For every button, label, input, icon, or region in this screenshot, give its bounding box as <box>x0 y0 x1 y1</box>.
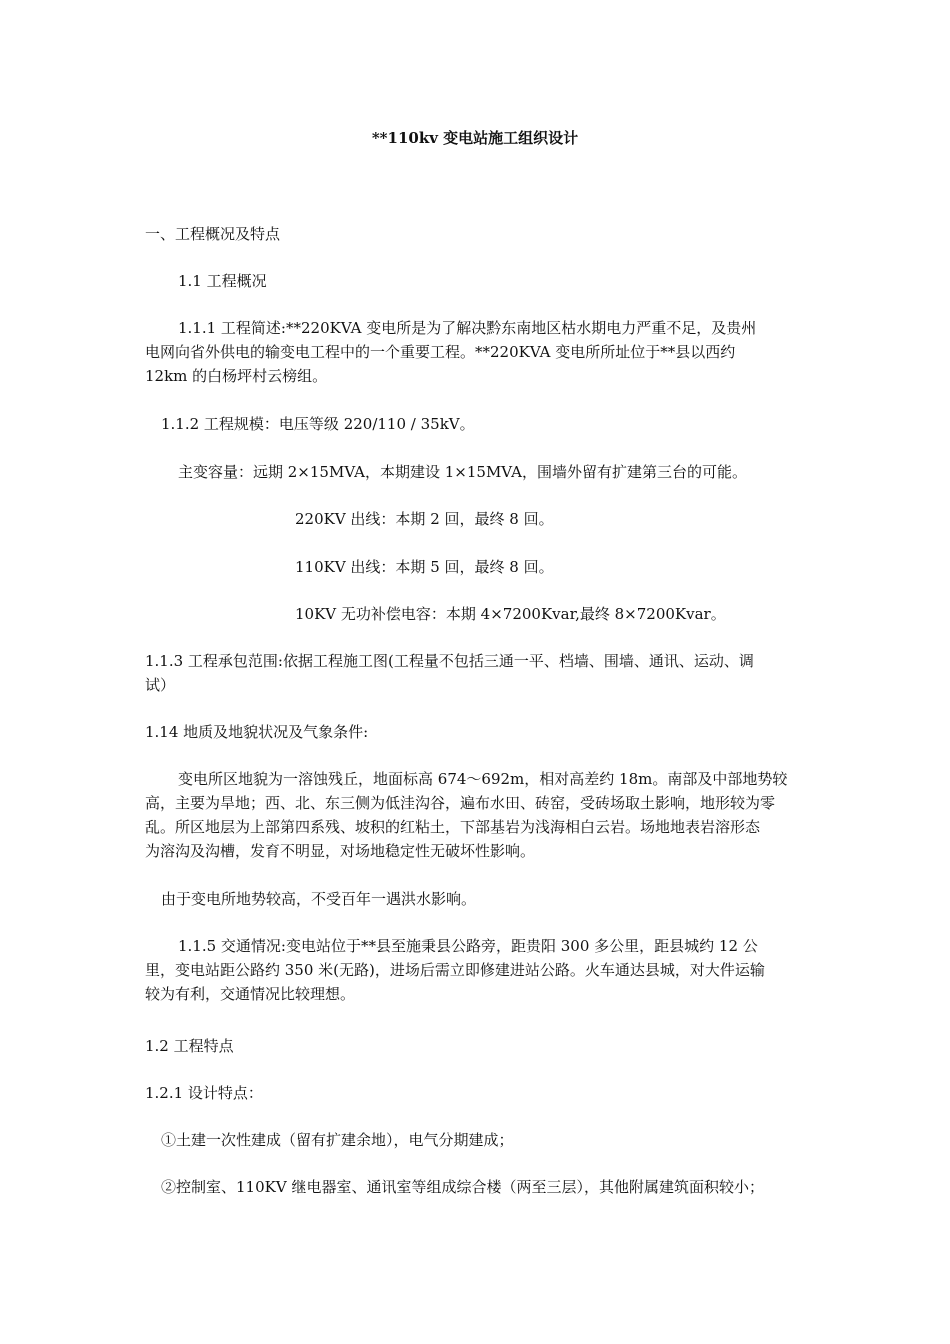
paragraph-flood: 由于变电所地势较高，不受百年一遇洪水影响。 <box>161 890 477 908</box>
paragraph-10kv-capacitor: 10KV 无功补偿电容：本期 4×7200Kvar,最终 8×7200Kvar。 <box>295 605 726 623</box>
paragraph-line: 乱。所区地层为上部第四系残、坡积的红粘土，下部基岩为浅海相白云岩。场地地表岩溶形态 <box>145 818 761 836</box>
subheading-1-2: 1.2 工程特点 <box>145 1037 234 1055</box>
paragraph-main-transformer: 主变容量：远期 2×15MVA，本期建设 1×15MVA，围墙外留有扩建第三台的可能。 <box>178 463 747 481</box>
subheading-1-14: 1.14 地质及地貌状况及气象条件: <box>145 723 369 741</box>
paragraph-geology <box>145 767 807 863</box>
section-heading-overview: 一、工程概况及特点 <box>145 225 281 243</box>
paragraph-line: 1.1.3 工程承包范围:依据工程施工图(工程量不包括三通一平、档墙、围墙、通讯、运动、调 <box>145 652 754 670</box>
subheading-1-2-1: 1.2.1 设计特点： <box>145 1084 263 1102</box>
paragraph-110kv-lines: 110KV 出线：本期 5 回，最终 8 回。 <box>295 558 554 576</box>
paragraph-1-1-5 <box>145 934 807 1006</box>
paragraph-line: 1.1.5 交通情况:变电站位于**县至施秉县公路旁，距贵阳 300 多公里，距县城约 12 公 <box>178 937 758 955</box>
paragraph-line: 试） <box>145 676 176 694</box>
list-item-1: ①土建一次性建成（留有扩建余地），电气分期建成； <box>161 1131 514 1149</box>
paragraph-line: 高，主要为旱地；西、北、东三侧为低洼沟谷，遍布水田、砖窑，受砖场取土影响，地形较为零 <box>145 794 776 812</box>
paragraph-line: 较为有利，交通情况比较理想。 <box>145 985 356 1003</box>
paragraph-line: 变电所区地貌为一溶蚀残丘，地面标高 674～692m，相对高差约 18m。南部及中部地势较 <box>178 770 788 788</box>
paragraph-220kv-lines: 220KV 出线：本期 2 回，最终 8 回。 <box>295 510 554 528</box>
paragraph-line: 为溶沟及沟槽，发育不明显，对场地稳定性无破坏性影响。 <box>145 842 536 860</box>
paragraph-1-1-3 <box>145 649 807 697</box>
paragraph-line: 电网向省外供电的输变电工程中的一个重要工程。**220KVA 变电所所址位于**县以西约 <box>145 343 736 361</box>
subheading-1-1: 1.1 工程概况 <box>178 272 267 290</box>
paragraph-1-1-2: 1.1.2 工程规模：电压等级 220/110 / 35kV。 <box>161 415 475 433</box>
document-title: **110kv 变电站施工组织设计 <box>371 129 579 147</box>
paragraph-line: 12km 的白杨坪村云榜组。 <box>145 367 328 385</box>
paragraph-1-1-1 <box>145 316 807 388</box>
list-item-2: ②控制室、110KV 继电器室、通讯室等组成综合楼（两至三层），其他附属建筑面积较小； <box>161 1178 764 1196</box>
paragraph-line: 1.1.1 工程简述:**220KVA 变电所是为了解决黔东南地区枯水期电力严重不足，及贵州 <box>178 319 757 337</box>
paragraph-line: 里，变电站距公路约 350 米(无路)，进场后需立即修建进站公路。火车通达县城，对大件运输 <box>145 961 765 979</box>
